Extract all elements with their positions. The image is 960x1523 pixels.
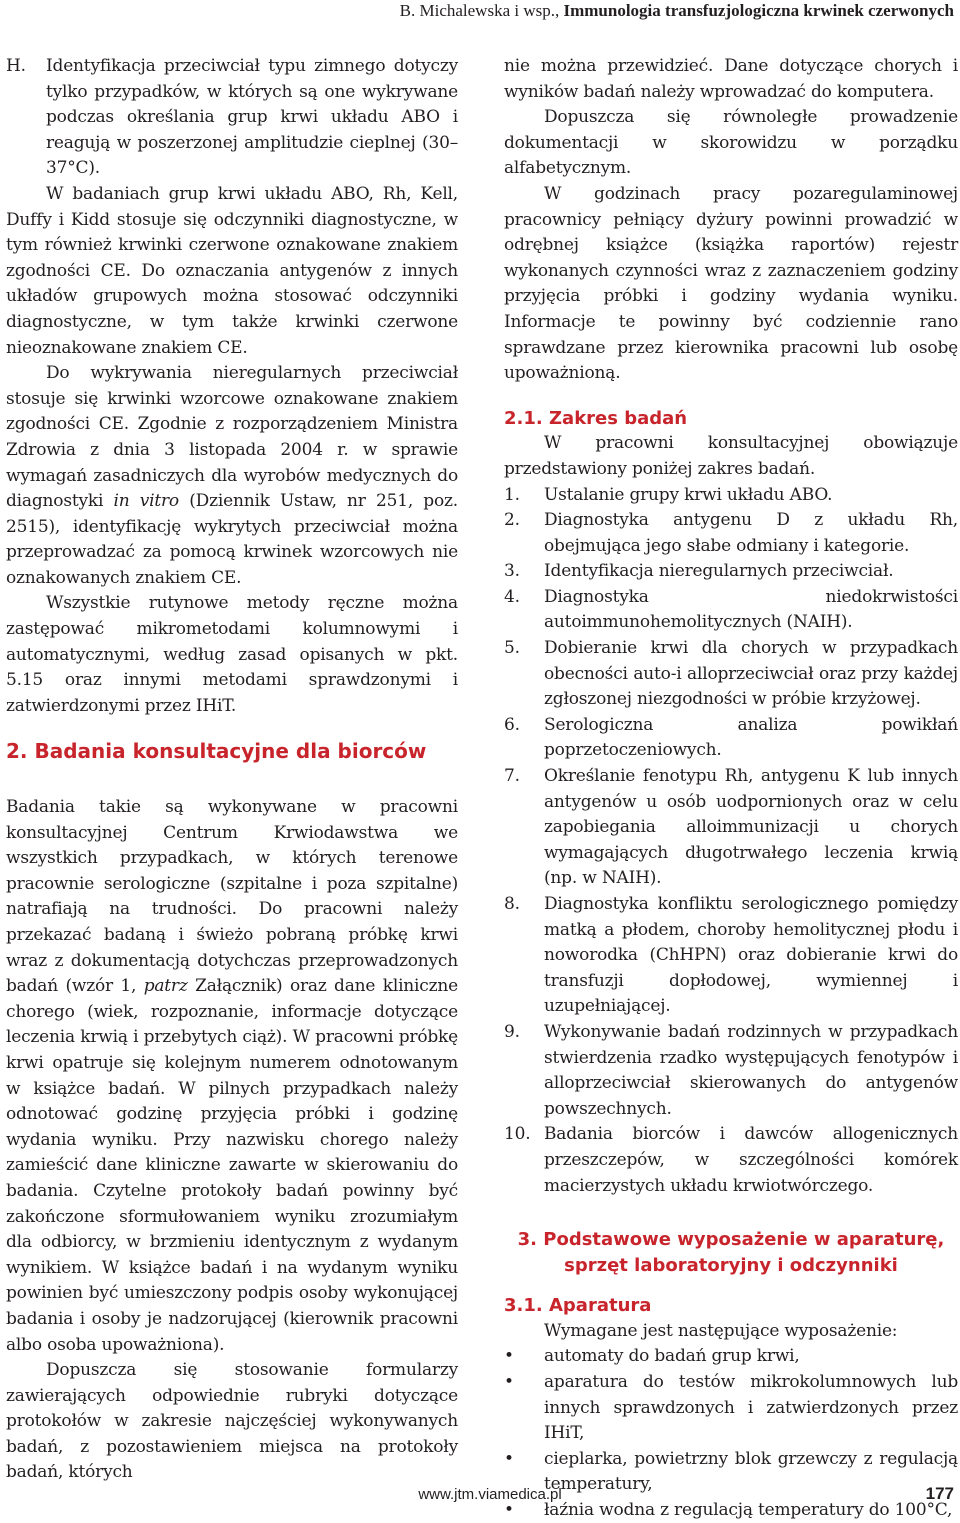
list-item: 1. Ustalanie grupy krwi układu ABO. bbox=[504, 484, 833, 505]
running-header bbox=[24, 0, 954, 22]
paragraph: W pracowni konsultacyjnej obowiązuje przedstawiony poniżej zakres badań. bbox=[504, 433, 958, 479]
paragraph: W godzinach pracy pozaregulaminowej pracownicy pełniący dyżury powinni prowadzić w odrębnej książce (książka raportów) rejestr wykonanych czynności wraz z zaznaczeniem godziny przyjęcia próbki i godziny wydania wyniku. Informacje te powinny być codziennie rano sprawdzane przez kierownika pracowni lub osobę upoważnioną. bbox=[504, 183, 958, 384]
footer-url: www.jtm.viamedica.pl bbox=[418, 1486, 562, 1503]
right-column bbox=[504, 54, 958, 1523]
section-3-heading: 3. Podstawowe wyposażenie w aparaturę, sprzęt laboratoryjny i odczynniki bbox=[517, 1229, 945, 1277]
list-item: 6. Serologiczna analiza powikłań poprzetoczeniowych. bbox=[504, 714, 958, 761]
bullet-item: • łaźnia wodna z regulacją temperatury do 100°C, bbox=[504, 1499, 953, 1520]
scope-list bbox=[504, 483, 958, 1200]
item-h-label: H. bbox=[6, 56, 26, 76]
list-item: 2. Diagnostyka antygenu D z układu Rh, obejmująca jego słabe odmiany i kategorie. bbox=[504, 510, 958, 556]
list-item: 4. Diagnostyka niedokrwistości autoimmunohemolitycznych (NAIH). bbox=[504, 586, 958, 633]
item-h bbox=[6, 54, 458, 182]
paragraph: Do wykrywania nieregularnych przeciwciał stosuje się krwinki wzorcowe oznakowane znakiem zgodności CE. Zgodnie z rozporządzeniem Ministra Zdrowia z dnia 3 listopada 2004 r. w sprawie wymagań zasadniczych dla wyrobów medycznych do diagnostyki in vitro (Dziennik Ustaw, nr 251, poz. 2515), identyfikację wykrytych przeciwciał można przeprowadzać za pomocą krwinek wzorcowych nie oznakowanych znakiem CE. bbox=[6, 363, 458, 588]
italic-term: patrz bbox=[143, 976, 188, 997]
header-title: Immunologia transfuzjologiczna krwinek czerwonych bbox=[563, 1, 954, 20]
paragraph: Dopuszcza się równoległe prowadzenie dokumentacji w skorowidzu w porządku alfabetycznym. bbox=[504, 107, 958, 179]
section-3-1-heading: 3.1. Aparatura bbox=[504, 1295, 652, 1317]
paragraph: Wszystkie rutynowe metody ręczne można zastępować mikrometodami kolumnowymi i automatycznymi, według zasad opisanych w pkt. 5.15 oraz innymi metodami sprawdzonymi i zatwierdzonymi przez IHiT. bbox=[6, 593, 458, 716]
item-h-text: Identyfikacja przeciwciał typu zimnego dotyczy tylko przypadków, w których są one wykrywane podczas określania grup krwi układu ABO i reagują w poszerzonej amplitudzie cieplnej (30–37°C). bbox=[46, 56, 458, 179]
list-item: 7. Określanie fenotypu Rh, antygenu K lub innych antygenów u osób uodpornionych oraz w celu zapobiegania alloimmunizacji u chorych wymagających długotrwałego leczenia krwią (np. w NAIH). bbox=[504, 766, 958, 889]
italic-term: in vitro bbox=[113, 491, 179, 512]
list-item: 8. Diagnostyka konfliktu serologicznego pomiędzy matką a płodem, choroby hemolitycznej płodu i noworodka (ChHPN) oraz dobieranie krwi do transfuzji dopłodowej, wymiennej i uzupełniającej. bbox=[504, 894, 958, 1017]
bullet-item: • automaty do badań grup krwi, bbox=[504, 1346, 800, 1367]
paragraph: Dopuszcza się stosowanie formularzy zawierających odpowiednie rubryki dotyczące protokołów w zakresie najczęściej wykonywanych badań, z pozostawieniem miejsca na protokoły badań, których bbox=[6, 1360, 458, 1483]
bullet-item: • aparatura do testów mikrokolumnowych lub innych sprawdzonych i zatwierdzonych przez IHiT, bbox=[504, 1371, 958, 1444]
list-item: 5. Dobieranie krwi dla chorych w przypadkach obecności auto-i alloprzeciwciał oraz przy każdej zgłoszonej niezgodności w próbie krzyżowej. bbox=[504, 638, 958, 710]
paragraph: W badaniach grup krwi układu ABO, Rh, Kell, Duffy i Kidd stosuje się odczynniki diagnostyczne, w tym również krwinki czerwone oznakowane znakiem zgodności CE. Do oznaczania antygenów z innych układów grupowych można stosować odczynniki diagnostyczne, w tym także krwinki czerwone nieoznakowane znakiem CE. bbox=[6, 183, 458, 358]
list-item: 3. Identyfikacja nieregularnych przeciwciał. bbox=[504, 561, 894, 582]
list-item: 9. Wykonywanie badań rodzinnych w przypadkach stwierdzenia rzadko występujących fenotypów i alloprzeciwciał skierowanych do antygenów powszechnych. bbox=[504, 1021, 958, 1119]
left-column bbox=[6, 54, 458, 1486]
paragraph: Wymagane jest następujące wyposażenie: bbox=[544, 1320, 898, 1341]
section-2-1-heading: 2.1. Zakres badań bbox=[504, 407, 688, 429]
paragraph: nie można przewidzieć. Dane dotyczące chorych i wyników badań należy wprowadzać do komputera. bbox=[504, 56, 958, 102]
paragraph: Badania takie są wykonywane w pracowni konsultacyjnej Centrum Krwiodawstwa we wszystkich przypadkach, w których terenowe pracownie serologiczne (szpitalne i poza szpitalne) natrafiają na trudności. Do pracowni należy przekazać badaną i świeżo pobraną próbkę krwi wraz z dokumentacją dotychczas przeprowadzonych badań (wzór 1, patrz Załącznik) oraz dane kliniczne chorego (wiek, rozpoznanie, informacje dotyczące leczenia krwią i przebytych ciąż). W pracowni próbkę krwi opatruje się kolejnym numerem odnotowanym w książce badań. W pilnych przypadkach należy odnotować godzinę przyjęcia próbki i godzinę wydania wyniku. Przy nazwisku chorego należy zamieścić dane kliniczne zawarte w skierowaniu do badania. Czytelne protokoły badań powinny być zakończone sformułowaniem wyniku zrozumiałym dla odbiorcy, w brzmieniu identycznym z wydanym wynikiem. W książce badań i na wydanym wyniku powinien być umieszczony podpis osoby wykonującej badania i osoby je nadzorującej (kierownik pracowni albo osoba upoważniona). bbox=[6, 797, 458, 1355]
section-2-heading: 2. Badania konsultacyjne dla biorców bbox=[6, 739, 427, 764]
list-item: 10. Badania biorców i dawców allogenicznych przeszczepów, w szczególności komórek macierzystych układu krwiotwórczego. bbox=[504, 1124, 958, 1196]
bullet-item: • cieplarka, powietrzny blok grzewczy z regulacją temperatury, bbox=[504, 1448, 958, 1495]
page-number: 177 bbox=[925, 1484, 954, 1503]
header-authors: B. Michalewska i wsp., bbox=[399, 1, 560, 20]
